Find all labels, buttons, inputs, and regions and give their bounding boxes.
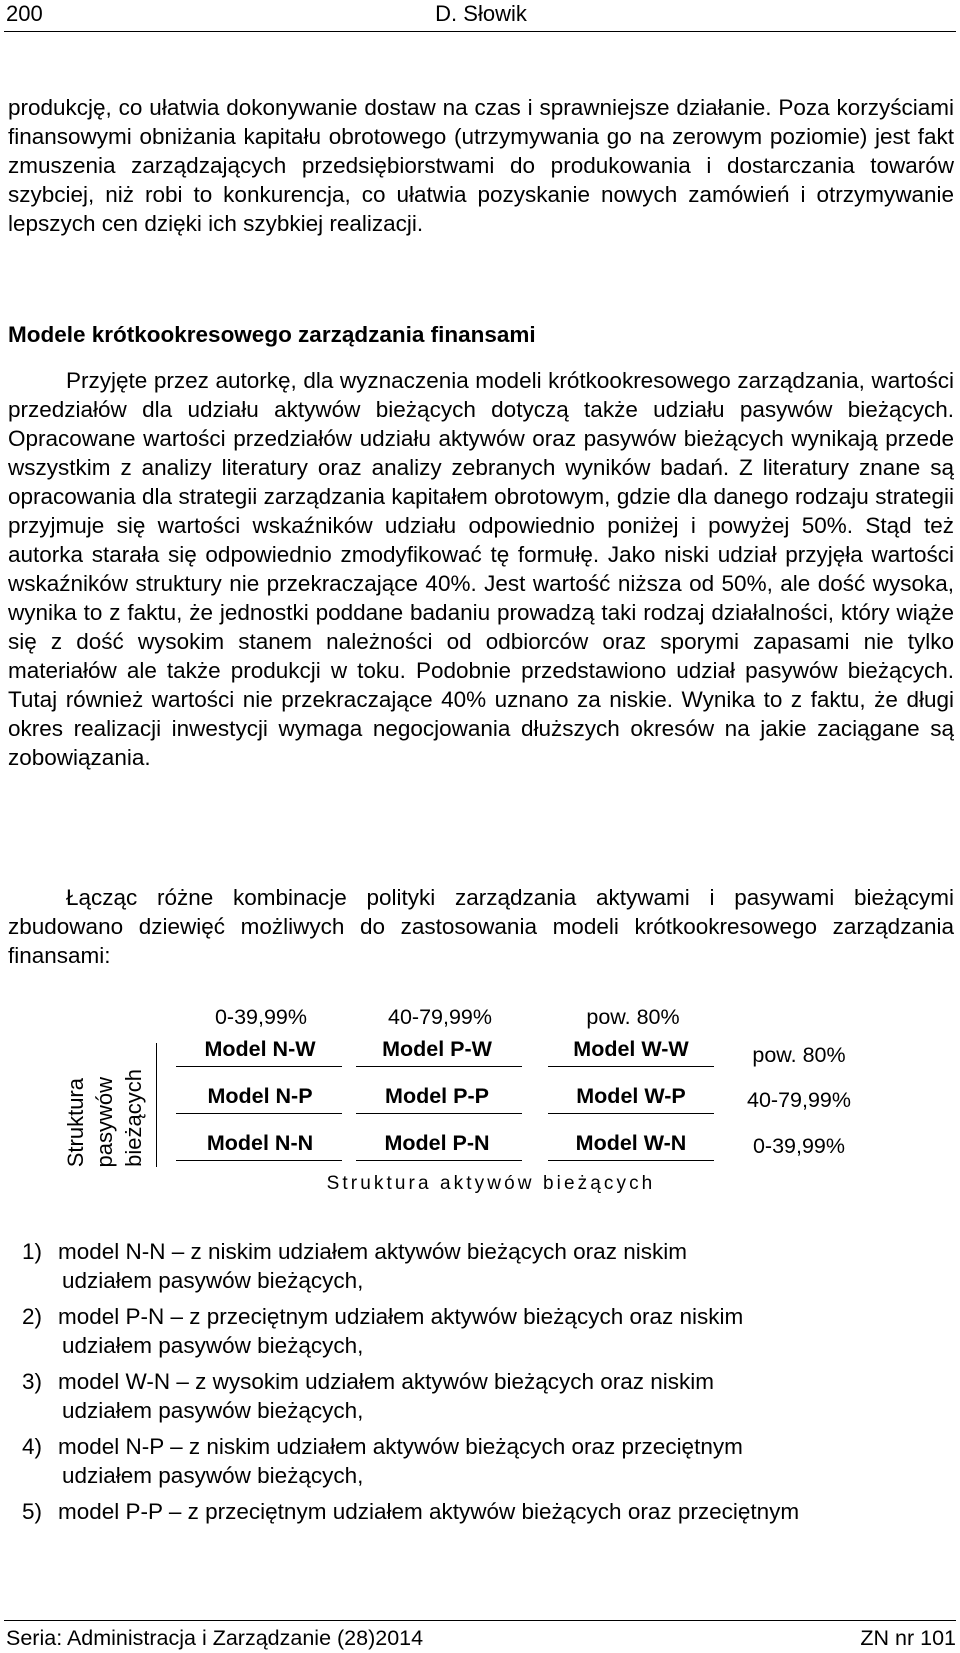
header-rule <box>4 31 956 32</box>
list-item-text: model P-N – z przeciętnym udziałem aktywów bieżących oraz niskim <box>58 1304 744 1329</box>
list-item-number: 5) <box>22 1499 43 1524</box>
y-axis-label-line-1: Struktura <box>63 1077 88 1167</box>
footer-series: Seria: Administracja i Zarządzanie (28)2014 <box>6 1626 424 1650</box>
paragraph-3: Łącząc różne kombinacje polityki zarządzania aktywami i pasywami bieżącymi zbudowano dziewięć możliwych do zastosowania modeli krótkookresowego zarządzania finansami: <box>8 885 954 968</box>
row-header: pow. 80% <box>752 1043 846 1067</box>
y-axis-line <box>156 1043 157 1167</box>
section-heading: Modele krótkookresowego zarządzania finansami <box>8 322 536 347</box>
list-item-number: 2) <box>22 1304 43 1329</box>
model-cell: Model P-N <box>384 1131 490 1155</box>
model-cell: Model P-W <box>382 1037 492 1061</box>
list-item-text: model W-N – z wysokim udziałem aktywów bieżących oraz niskim <box>58 1369 715 1394</box>
cell-rule <box>356 1066 522 1067</box>
list-item <box>22 1497 954 1526</box>
list-item-text: model N-N – z niskim udziałem aktywów bieżących oraz niskim <box>58 1239 687 1264</box>
model-cell: Model W-W <box>573 1037 689 1061</box>
list-item <box>22 1302 954 1360</box>
running-head-author: D. Słowik <box>435 1 527 26</box>
model-cell: Model N-P <box>207 1084 313 1108</box>
cell-rule <box>548 1113 714 1114</box>
column-header: 0-39,99% <box>214 1005 308 1029</box>
cell-rule <box>356 1160 522 1161</box>
paragraph-2: Przyjęte przez autorkę, dla wyznaczenia modeli krótkookresowego zarządzania, wartości przedziałów dla udziału aktywów bieżących dotyczą także udziału pasywów bieżących. Opracowane wartości przedziałów udziału aktywów oraz pasywów bieżących wynikają przede wszystkim z analizy literatury oraz analizy zebranych wyników badań. Z literatury znane są opracowania dla strategii zarządzania kapitałem obrotowym, gdzie dla danego rodzaju strategii przyjmuje się wartości wskaźników udziału odpowiednio poniżej i powyżej 50%. Stąd też autorka starała się odpowiednio zmodyfikować tę formułę. Jako niski udział przyjęła wartości wskaźników struktury nie przekraczające 40%. Jest wartość niższa od 50%, ale dość wysoka, wynika to z faktu, że jednostki poddane badaniu prowadzą taki rodzaj działalności, który wiąże się z dość wysokim stanem należności od odbiorców oraz sporymi zapasami nie tylko materiałów ale także produkcji w toku. Podobnie przedstawiono udział pasywów bieżących. Tutaj również wartości nie przekraczające 40% uznano za niskie. Wynika to z faktu, że długi okres realizacji inwestycji wymaga negocjowania dłuższych okresów na jakie zaciągane są zobowiązania. <box>8 368 954 770</box>
list-item-text: model N-P – z niskim udziałem aktywów bieżących oraz przeciętnym <box>58 1434 743 1459</box>
model-cell: Model N-W <box>204 1037 316 1061</box>
list-item-continuation: udziałem pasywów bieżących, <box>62 1398 364 1423</box>
row-header: 0-39,99% <box>752 1134 846 1158</box>
list-item-number: 1) <box>22 1239 43 1264</box>
column-header: 40-79,99% <box>388 1005 492 1029</box>
list-item-continuation: udziałem pasywów bieżących, <box>62 1268 364 1293</box>
footer <box>6 1625 956 1653</box>
paragraph-1: produkcję, co ułatwia dokonywanie dostaw na czas i sprawniejsze działanie. Poza korzyściami finansowymi obniżania kapitału obrotowego (utrzymywania go na zerowym poziomie) jest fakt zmuszenia zarządzających przedsiębiorstwami do produkowania i dostarczania towarów szybciej, niż robi to konkurencja, co ułatwia pozyskanie nowych zamówień i otrzymywanie lepszych cen dzięki ich szybkiej realizacji. <box>8 95 954 236</box>
list-item-continuation: udziałem pasywów bieżących, <box>62 1333 364 1358</box>
y-axis-label <box>63 1037 155 1167</box>
cell-rule <box>356 1113 522 1114</box>
list-item <box>22 1237 954 1295</box>
model-cell: Model P-P <box>385 1084 489 1108</box>
running-head <box>6 0 956 32</box>
footer-rule <box>4 1620 956 1621</box>
list-item <box>22 1367 954 1425</box>
model-cell: Model N-N <box>206 1131 314 1155</box>
model-cell: Model W-P <box>576 1084 686 1108</box>
cell-rule <box>548 1066 714 1067</box>
column-header: pow. 80% <box>586 1005 680 1029</box>
cell-rule <box>548 1160 714 1161</box>
y-axis-label-line-2: pasywów <box>92 1076 117 1167</box>
y-axis-label-line-3: bieżących <box>121 1069 146 1167</box>
list-item-number: 3) <box>22 1369 43 1394</box>
cell-rule <box>176 1113 342 1114</box>
footer-issue: ZN nr 101 <box>860 1626 956 1650</box>
page-number: 200 <box>6 1 43 26</box>
list-item <box>22 1432 954 1490</box>
list-item-continuation: udziałem pasywów bieżących, <box>62 1463 364 1488</box>
cell-rule <box>176 1160 342 1161</box>
list-item-text: model P-P – z przeciętnym udziałem aktywów bieżących oraz przeciętnym <box>58 1499 800 1524</box>
model-matrix-figure <box>0 1003 960 1208</box>
row-header: 40-79,99% <box>747 1088 851 1112</box>
x-axis-label: Struktura aktywów bieżących <box>326 1173 656 1194</box>
model-cell: Model W-N <box>575 1131 687 1155</box>
list-item-number: 4) <box>22 1434 43 1459</box>
cell-rule <box>176 1066 342 1067</box>
model-list <box>22 1237 954 1533</box>
